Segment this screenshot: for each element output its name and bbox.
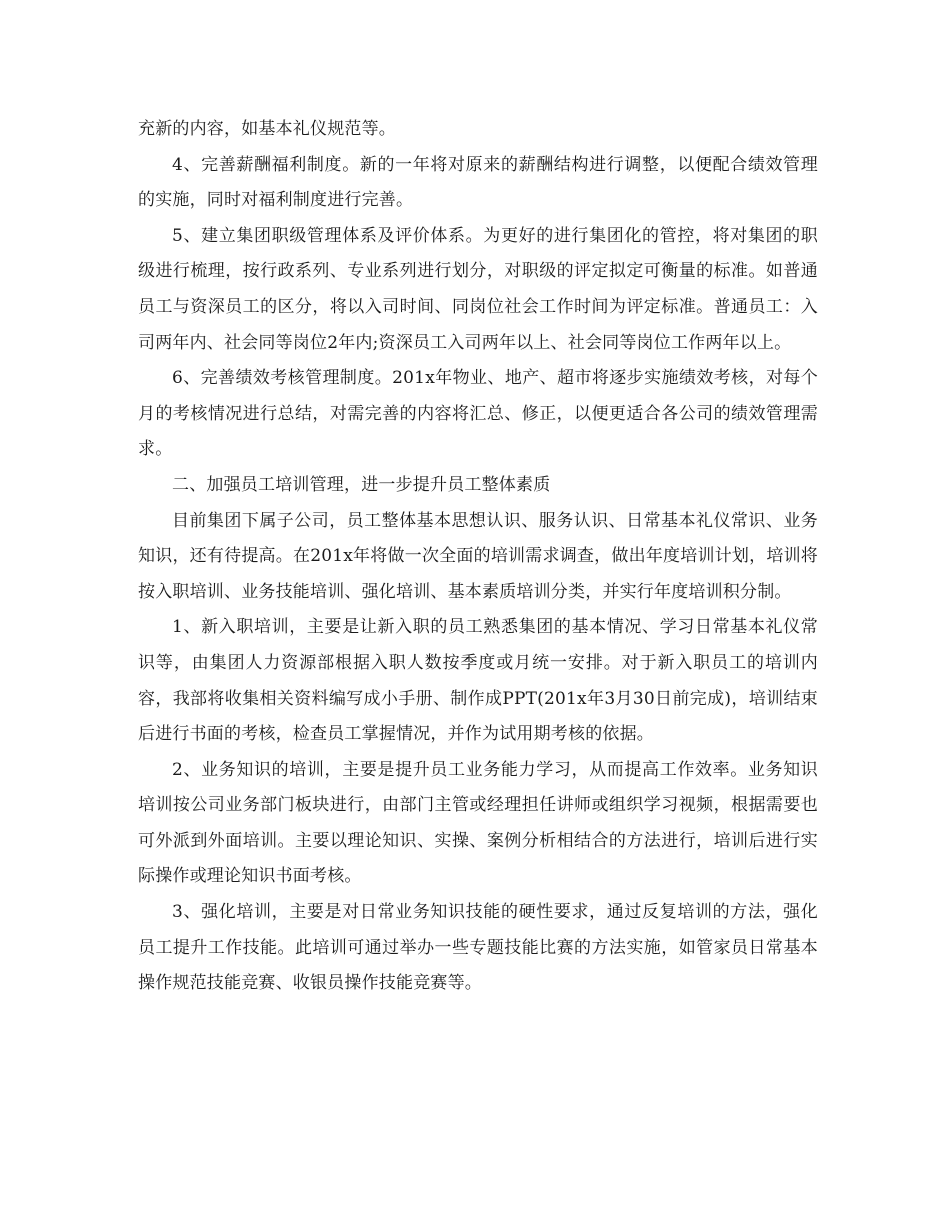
paragraph-item-4-compensation: 4、完善薪酬福利制度。新的一年将对原来的薪酬结构进行调整，以便配合绩效管理的实施，同时对福利制度进行完善。 [138,154,818,211]
paragraph-item-3-intensive-training: 3、强化培训，主要是对日常业务知识技能的硬性要求，通过反复培训的方法，强化员工提升工作技能。此培训可通过举办一些专题技能比赛的方法实施，如管家员日常基本操作规范技能竞赛、收银员操作技能竞赛等。 [138,902,818,994]
paragraph-item-1-onboarding: 1、新入职培训，主要是让新入职的员工熟悉集团的基本情况、学习日常基本礼仪常识等，由集团人力资源部根据入职人数按季度或月统一安排。对于新入职员工的培训内容，我部将收集相关资料编写成小手册、制作成PPT(201x年3月30日前完成)，培训结束后进行书面的考核，检查员工掌握情况，并作为试用期考核的依据。 [138,617,818,745]
paragraph-item-5-rank-system: 5、建立集团职级管理体系及评价体系。为更好的进行集团化的管控，将对集团的职级进行梳理，按行政系列、专业系列进行划分，对职级的评定拟定可衡量的标准。如普通员工与资深员工的区分，将以入司时间、同岗位社会工作时间为评定标准。普通员工：入司两年内、社会同等岗位2年内;资深员工入司两年以上、社会同等岗位工作两年以上。 [138,225,818,353]
paragraph-training-overview: 目前集团下属子公司，员工整体基本思想认识、服务认识、日常基本礼仪常识、业务知识，还有待提高。在201x年将做一次全面的培训需求调查，做出年度培训计划，培训将按入职培训、业务技能培训、强化培训、基本素质培训分类，并实行年度培训积分制。 [138,510,818,602]
section-heading-training: 二、加强员工培训管理，进一步提升员工整体素质 [172,474,551,495]
paragraph-item-6-performance: 6、完善绩效考核管理制度。201x年物业、地产、超市将逐步实施绩效考核，对每个月的考核情况进行总结，对需完善的内容将汇总、修正，以便更适合各公司的绩效管理需求。 [138,368,818,460]
paragraph-item-2-business-knowledge: 2、业务知识的培训，主要是提升员工业务能力学习，从而提高工作效率。业务知识培训按公司业务部门板块进行，由部门主管或经理担任讲师或组织学习视频，根据需要也可外派到外面培训。主要以理论知识、实操、案例分析相结合的方法进行，培训后进行实际操作或理论知识书面考核。 [138,759,818,887]
document-body [138,112,818,1002]
paragraph-continuation: 充新的内容，如基本礼仪规范等。 [138,119,396,139]
